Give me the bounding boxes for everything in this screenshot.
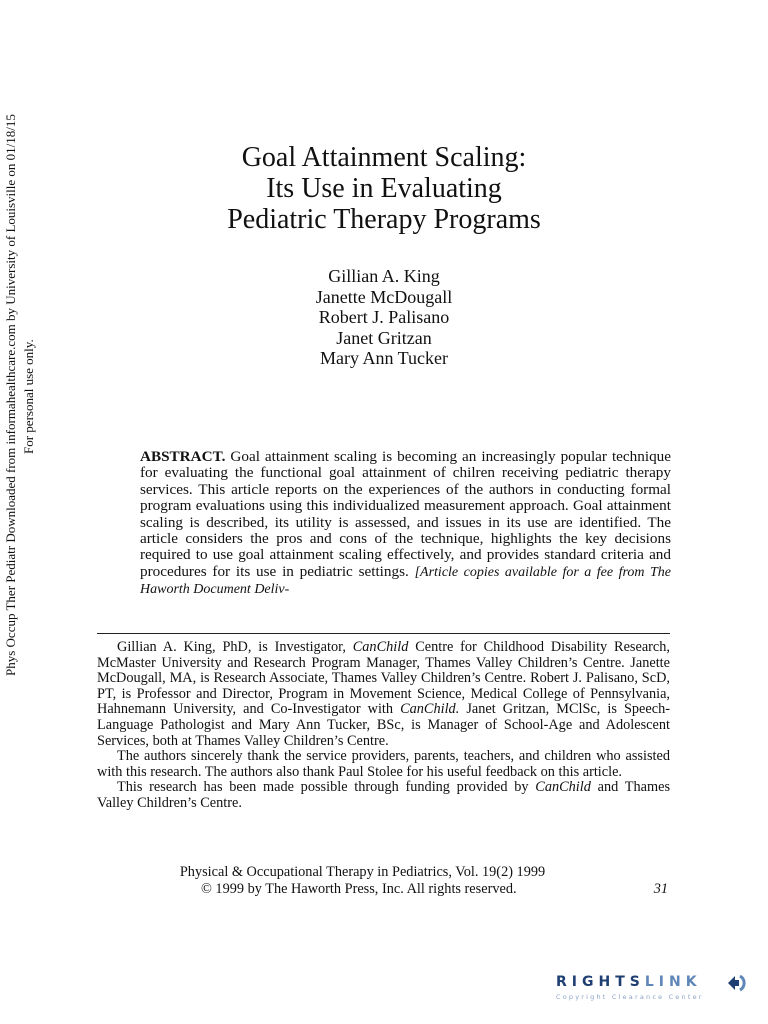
article-title xyxy=(140,142,628,235)
copyright-notice: © 1999 by The Haworth Press, Inc. All rights reserved. xyxy=(201,881,517,897)
acknowledgment: The authors sincerely thank the service providers, parents, teachers, and children who assisted with this research. The authors also thank Paul Stolee for his useful feedback on this article. xyxy=(97,748,670,780)
author-name: Gillian A. King xyxy=(328,266,440,286)
author-name: Janette McDougall xyxy=(315,286,453,307)
rightslink-logo[interactable] xyxy=(556,972,756,1004)
title-line-1: Goal Attainment Scaling: xyxy=(241,142,527,173)
journal-info xyxy=(97,864,670,898)
page-number: 31 xyxy=(653,881,668,897)
rightslink-arrow-icon xyxy=(726,972,750,994)
rightslink-tagline: Copyright Clearance Center xyxy=(556,993,704,1001)
footnote-divider xyxy=(97,633,670,634)
author-name: Mary Ann Tucker xyxy=(319,348,448,368)
affiliation-text: Janet Gritzan, MClSc, is Speech-Language Pathologist and Mary Ann Tucker, BSc, is Manager of School-Age and Adolescent Services, both at Thames Valley Children’s Centre. xyxy=(97,701,670,749)
abstract-delivery-note: [Article copies available for a fee from The Haworth Document Deliv- xyxy=(140,564,672,598)
funding-text: and Thames Valley Children’s Centre. xyxy=(97,779,671,811)
funding-note xyxy=(97,780,670,811)
canchild-name: CanChild xyxy=(352,639,409,655)
download-watermark xyxy=(0,0,44,1024)
rightslink-wordmark-dark: RIGHTS xyxy=(556,974,645,990)
journal-citation: Physical & Occupational Therapy in Pediatrics, Vol. 19(2) 1999 xyxy=(179,864,546,880)
affiliation-text: Gillian A. King, PhD, is Investigator, xyxy=(117,639,346,655)
abstract-label: ABSTRACT. xyxy=(140,448,226,465)
footnotes xyxy=(97,640,670,812)
abstract xyxy=(140,449,671,599)
rightslink-wordmark-light: LINK xyxy=(644,974,702,990)
author-name: Janet Gritzan xyxy=(336,327,432,348)
abstract-text: Goal attainment scaling is becoming an increasingly popular technique for evaluating the functional goal attainment of chilren receiving pediatric therapy services. This article reports on the experiences of the authors in conducting formal program evaluations using this individualized measurement approach. Goal attainment scaling is described, its utility is assessed, and issues in its use are identified. The article considers the pros and cons of the technique, highlights the key decisions required to use goal attainment scaling effectively, and provides standard criteria and procedures for its use in pediatric settings. xyxy=(140,448,672,580)
title-line-2: Its Use in Evaluating xyxy=(266,173,502,204)
canchild-name: CanChild xyxy=(535,779,591,796)
author-name: Robert J. Palisano xyxy=(318,307,450,327)
canchild-name: CanChild. xyxy=(400,701,460,718)
watermark-line-personal-use: For personal use only. xyxy=(21,339,36,454)
watermark-line-download: Phys Occup Ther Pediatr Downloaded from informahealthcare.com by University of Louisville on 01/18/15 xyxy=(3,114,18,676)
author-list xyxy=(200,266,568,369)
title-line-3: Pediatric Therapy Programs xyxy=(227,204,541,235)
funding-text: This research has been made possible through funding provided by xyxy=(117,779,529,796)
author-affiliations xyxy=(97,640,670,749)
affiliation-text: Centre for Childhood Disability Research, McMaster University and Research Program Manager, Thames Valley Children’s Centre. Janette McDougall, MA, is Research Associate, Thames Valley Children’s Centre. Robert J. Palisano, ScD, PT, is Professor and Director, Program in Movement Science, Medical College of Pennsylvania, Hahnemann University, and Co-Investigator with xyxy=(97,639,670,718)
rightslink-wordmark xyxy=(556,974,702,990)
